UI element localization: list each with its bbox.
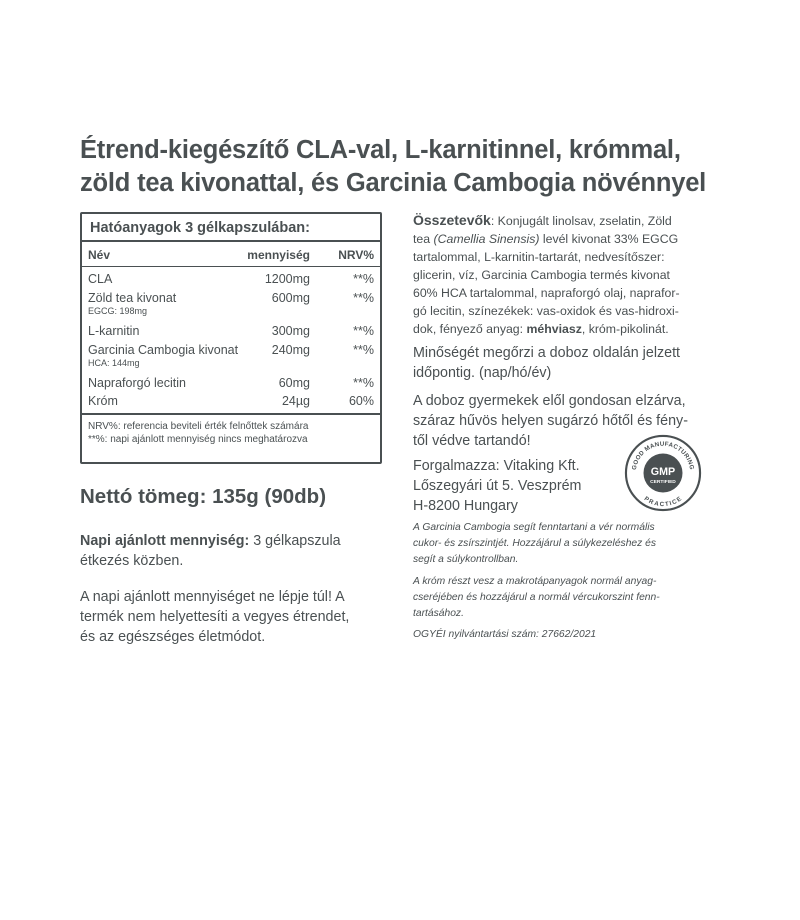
row-name: CLA bbox=[88, 272, 113, 286]
distributor-line-2: Lőszegyári út 5. Veszprém bbox=[413, 478, 582, 494]
claim-garcinia-line-2: cukor- és zsírszintjét. Hozzájárul a súlykezeléshez és bbox=[413, 538, 657, 549]
ingredients-beeswax: méhviasz bbox=[526, 322, 582, 336]
ingredients-latin-name: (Camellia Sinensis) bbox=[433, 232, 540, 246]
row-name: Króm bbox=[88, 394, 118, 408]
row-name: Napraforgó lecitin bbox=[88, 376, 186, 390]
distributor-line-1: Forgalmazza: Vitaking Kft. bbox=[413, 458, 580, 474]
row-subvalue: HCA: 144mg bbox=[88, 358, 140, 368]
safety-line-2: száraz hűvös helyen sugárzó hőtől és fény- bbox=[413, 413, 688, 429]
table-body bbox=[82, 267, 380, 415]
footnote-undefined: **%: napi ajánlott mennyiség nincs meghatározva bbox=[88, 434, 308, 445]
gmp-certified-badge bbox=[624, 434, 702, 512]
gmp-ring-top-text: GOOD MANUFACTURING bbox=[630, 440, 696, 471]
safety-line-3: től védve tartandó! bbox=[413, 433, 531, 449]
ingredients-line-7a: dok, fényező anyag: bbox=[413, 322, 527, 336]
registration-number: OGYÉI nyilvántartási szám: 27662/2021 bbox=[413, 629, 597, 640]
row-nrv: **% bbox=[353, 291, 374, 305]
ingredients-line-3: tartalommal, L-karnitin-tartarát, nedvesítőszer: bbox=[413, 250, 665, 264]
storage-line-1: Minőségét megőrzi a doboz oldalán jelzett bbox=[413, 345, 681, 361]
ingredients-line-2b: levél kivonat 33% EGCG bbox=[539, 232, 679, 246]
ingredients-line-1: : Konjugált linolsav, zselatin, Zöld bbox=[490, 214, 672, 228]
storage-paragraph bbox=[413, 343, 723, 383]
column-name: Név bbox=[88, 248, 111, 262]
storage-line-2: időpontig. (nap/hó/év) bbox=[413, 365, 552, 381]
claim-chromium-line-3: tartásához. bbox=[413, 608, 464, 619]
row-name: Garcinia Cambogia kivonat bbox=[88, 343, 239, 357]
warning-line-3: és az egészséges életmódot. bbox=[80, 629, 266, 645]
gmp-certified-text: CERTIFIED bbox=[650, 479, 676, 485]
gmp-center-text: GMP bbox=[650, 465, 676, 478]
warning-line-2: termék nem helyettesíti a vegyes étrendet, bbox=[80, 609, 350, 625]
ingredients-line-6: gó lecitin, színezékek: vas-oxidok és vas-hidroxi- bbox=[413, 304, 679, 318]
row-amount: 300mg bbox=[271, 324, 310, 338]
row-name: L-karnitin bbox=[88, 324, 140, 338]
table-heading: Hatóanyagok 3 gélkapszulában: bbox=[82, 214, 380, 242]
row-amount: 24µg bbox=[281, 394, 310, 408]
dosage-line-2: étkezés közben. bbox=[80, 553, 184, 569]
row-nrv: **% bbox=[353, 272, 374, 286]
row-nrv: **% bbox=[353, 343, 374, 357]
distributor-paragraph bbox=[413, 456, 623, 516]
row-nrv: **% bbox=[353, 324, 374, 338]
row-nrv: **% bbox=[353, 376, 374, 390]
footnote-nrv: NRV%: referencia beviteli érték felnőttek számára bbox=[88, 421, 309, 432]
distributor-line-3: H-8200 Hungary bbox=[413, 498, 518, 514]
row-amount: 240mg bbox=[271, 343, 310, 357]
dosage-amount: 3 gélkapszula bbox=[249, 533, 341, 549]
column-amount: mennyiség bbox=[247, 248, 310, 262]
warning-paragraph bbox=[80, 587, 392, 647]
ingredients-line-4: glicerin, víz, Garcinia Cambogia termés kivonat bbox=[413, 268, 670, 282]
product-title bbox=[80, 134, 740, 200]
column-nrv: NRV% bbox=[338, 248, 374, 262]
warning-line-1: A napi ajánlott mennyiséget ne lépje túl! A bbox=[80, 589, 345, 605]
ingredients-line-2a: tea bbox=[413, 232, 434, 246]
safety-line-1: A doboz gyermekek elől gondosan elzárva, bbox=[413, 393, 686, 409]
table-footnotes bbox=[82, 415, 380, 446]
ingredients-line-7b: , króm-pikolinát. bbox=[581, 322, 669, 336]
dosage-label: Napi ajánlott mennyiség: bbox=[80, 533, 250, 549]
claim-garcinia bbox=[413, 520, 723, 568]
ingredients-table bbox=[80, 212, 382, 464]
claim-chromium-line-1: A króm részt vesz a makrotápanyagok normál anyag- bbox=[413, 576, 657, 587]
claim-chromium-line-2: cseréjében és hozzájárul a normál vércukorszint fenn- bbox=[413, 592, 660, 603]
table-column-header bbox=[82, 242, 380, 267]
ingredients-line-5: 60% HCA tartalommal, napraforgó olaj, naprafor- bbox=[413, 286, 680, 300]
title-line-1: Étrend-kiegészítő CLA-val, L-karnitinnel, krómmal, bbox=[80, 136, 681, 164]
claim-garcinia-line-3: segít a súlykontrollban. bbox=[413, 554, 519, 565]
row-subvalue: EGCG: 198mg bbox=[88, 306, 148, 316]
ingredients-label: Összetevők bbox=[413, 212, 491, 228]
title-line-2: zöld tea kivonattal, és Garcinia Cambogia növénnyel bbox=[80, 169, 707, 197]
claim-chromium bbox=[413, 574, 723, 622]
row-nrv: 60% bbox=[348, 394, 374, 408]
gmp-ring-bottom-text: PRACTICE bbox=[642, 495, 684, 509]
claim-garcinia-line-1: A Garcinia Cambogia segít fenntartani a vér normális bbox=[413, 522, 655, 533]
ingredients-paragraph bbox=[413, 211, 723, 338]
row-name: Zöld tea kivonat bbox=[88, 291, 177, 305]
dosage-paragraph bbox=[80, 531, 392, 571]
row-amount: 600mg bbox=[271, 291, 310, 305]
net-weight: Nettó tömeg: 135g (90db) bbox=[80, 485, 327, 508]
row-amount: 60mg bbox=[278, 376, 310, 390]
row-amount: 1200mg bbox=[264, 272, 310, 286]
